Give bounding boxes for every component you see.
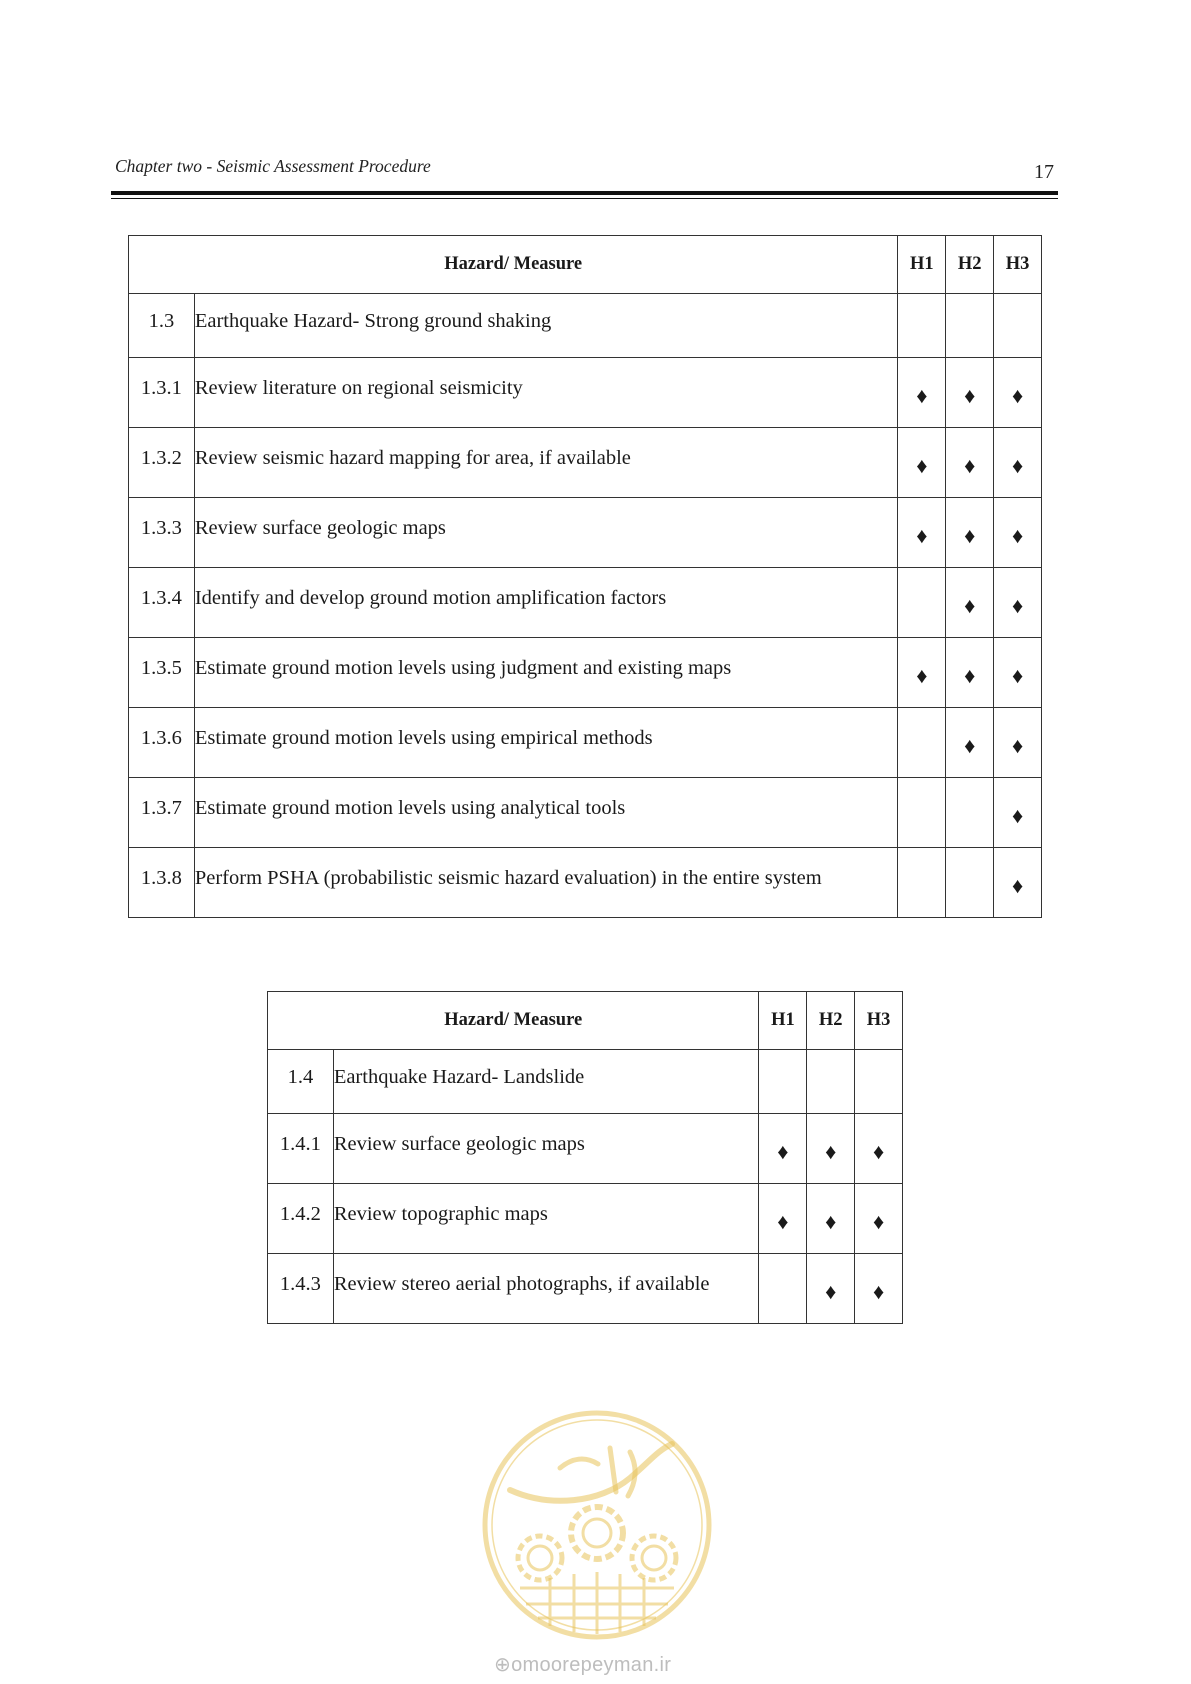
diamond-marker-icon: ♦ [916, 382, 928, 408]
row-number: 1.3.3 [129, 498, 195, 568]
diamond-marker-icon: ♦ [777, 1138, 789, 1164]
column-header-h1: H1 [898, 236, 946, 294]
diamond-marker-icon: ♦ [916, 522, 928, 548]
row-number: 1.4.1 [268, 1114, 334, 1184]
row-description: Review surface geologic maps [194, 498, 898, 568]
h2-cell [946, 294, 994, 358]
diamond-marker-icon: ♦ [872, 1208, 885, 1234]
column-header-h2: H2 [807, 992, 855, 1050]
h3-cell [994, 358, 1042, 428]
row-number: 1.3.7 [129, 778, 195, 848]
table-row [268, 1114, 903, 1184]
row-number: 1.4.3 [268, 1254, 334, 1324]
h3-cell [855, 1050, 903, 1114]
hazard-measure-table-strong-ground-shaking [128, 235, 1042, 918]
watermark-website [494, 1652, 671, 1677]
h1-cell [759, 1184, 807, 1254]
row-number: 1.3.6 [129, 708, 195, 778]
table-row [129, 778, 1042, 848]
h2-cell [946, 568, 994, 638]
h3-cell [855, 1254, 903, 1324]
row-description: Estimate ground motion levels using analytical tools [194, 778, 898, 848]
h1-cell [898, 428, 946, 498]
table-row [129, 848, 1042, 918]
h1-cell [898, 568, 946, 638]
h2-cell [946, 638, 994, 708]
diamond-marker-icon: ♦ [1011, 732, 1024, 758]
row-description: Review surface geologic maps [333, 1114, 759, 1184]
h1-cell [898, 498, 946, 568]
h2-cell [807, 1114, 855, 1184]
page-number: 17 [1034, 161, 1054, 183]
h2-cell [946, 708, 994, 778]
row-description: Estimate ground motion levels using empirical methods [194, 708, 898, 778]
diamond-marker-icon: ♦ [964, 662, 976, 688]
column-header-h1: H1 [759, 992, 807, 1050]
diamond-marker-icon: ♦ [964, 732, 976, 758]
table-header-row [268, 992, 903, 1050]
table-row [129, 568, 1042, 638]
column-header-h2: H2 [946, 236, 994, 294]
h1-cell [759, 1050, 807, 1114]
row-description: Earthquake Hazard- Landslide [333, 1050, 759, 1114]
row-description: Review topographic maps [333, 1184, 759, 1254]
row-description: Review stereo aerial photographs, if available [333, 1254, 759, 1324]
table-row [268, 1184, 903, 1254]
row-description: Identify and develop ground motion amplification factors [194, 568, 898, 638]
column-header-h3: H3 [855, 992, 903, 1050]
h2-cell [807, 1050, 855, 1114]
row-number: 1.3.8 [129, 848, 195, 918]
header-rule-thick [111, 191, 1058, 195]
column-header-h3: H3 [994, 236, 1042, 294]
h1-cell [898, 358, 946, 428]
diamond-marker-icon: ♦ [916, 452, 928, 478]
diamond-marker-icon: ♦ [1011, 592, 1024, 618]
diamond-marker-icon: ♦ [872, 1278, 885, 1304]
h3-cell [994, 848, 1042, 918]
h2-cell [946, 778, 994, 848]
table-row [129, 498, 1042, 568]
diamond-marker-icon: ♦ [1011, 452, 1024, 478]
h1-cell [898, 294, 946, 358]
header-rule-thin [111, 198, 1058, 199]
watermark-website-text: omoorepeyman.ir [511, 1654, 672, 1676]
diamond-marker-icon: ♦ [825, 1208, 837, 1234]
diamond-marker-icon: ♦ [964, 452, 976, 478]
h2-cell [946, 358, 994, 428]
table-row [129, 358, 1042, 428]
row-description: Estimate ground motion levels using judgment and existing maps [194, 638, 898, 708]
h1-cell [898, 778, 946, 848]
globe-icon: ⊕ [494, 1654, 512, 1676]
diamond-marker-icon: ♦ [1011, 662, 1024, 688]
row-description: Review seismic hazard mapping for area, if available [194, 428, 898, 498]
diamond-marker-icon: ♦ [916, 662, 928, 688]
row-description: Review literature on regional seismicity [194, 358, 898, 428]
row-number: 1.3 [129, 294, 195, 358]
running-header-title: Chapter two - Seismic Assessment Procedure [115, 156, 431, 176]
h1-cell [898, 848, 946, 918]
column-header-hazard-measure: Hazard/ Measure [268, 992, 759, 1050]
column-header-hazard-measure: Hazard/ Measure [129, 236, 898, 294]
row-description: Earthquake Hazard- Strong ground shaking [194, 294, 898, 358]
diamond-marker-icon: ♦ [777, 1208, 789, 1234]
table-row [268, 1050, 903, 1114]
row-number: 1.3.2 [129, 428, 195, 498]
diamond-marker-icon: ♦ [825, 1138, 837, 1164]
row-number: 1.3.4 [129, 568, 195, 638]
h1-cell [898, 638, 946, 708]
h1-cell [898, 708, 946, 778]
h1-cell [759, 1114, 807, 1184]
hazard-measure-table-landslide [267, 991, 903, 1324]
diamond-marker-icon: ♦ [1011, 872, 1024, 898]
diamond-marker-icon: ♦ [825, 1278, 837, 1304]
row-number: 1.3.1 [129, 358, 195, 428]
row-number: 1.4 [268, 1050, 334, 1114]
table-row [129, 294, 1042, 358]
h1-cell [759, 1254, 807, 1324]
table-row [268, 1254, 903, 1324]
diamond-marker-icon: ♦ [964, 522, 976, 548]
h3-cell [855, 1114, 903, 1184]
h2-cell [807, 1184, 855, 1254]
h3-cell [994, 708, 1042, 778]
diamond-marker-icon: ♦ [1011, 522, 1024, 548]
h2-cell [946, 498, 994, 568]
table-row [129, 428, 1042, 498]
diamond-marker-icon: ♦ [1011, 802, 1024, 828]
diamond-marker-icon: ♦ [964, 592, 976, 618]
h3-cell [994, 638, 1042, 708]
h3-cell [994, 778, 1042, 848]
diamond-marker-icon: ♦ [872, 1138, 885, 1164]
diamond-marker-icon: ♦ [964, 382, 976, 408]
row-description: Perform PSHA (probabilistic seismic hazard evaluation) in the entire system [194, 848, 898, 918]
h3-cell [994, 568, 1042, 638]
diamond-marker-icon: ♦ [1011, 382, 1024, 408]
h3-cell [994, 294, 1042, 358]
h3-cell [994, 428, 1042, 498]
h2-cell [946, 428, 994, 498]
row-number: 1.3.5 [129, 638, 195, 708]
h3-cell [855, 1184, 903, 1254]
table-row [129, 708, 1042, 778]
table-row [129, 638, 1042, 708]
watermark-seal-logo [480, 1408, 714, 1642]
h2-cell [807, 1254, 855, 1324]
h2-cell [946, 848, 994, 918]
row-number: 1.4.2 [268, 1184, 334, 1254]
table-header-row [129, 236, 1042, 294]
h3-cell [994, 498, 1042, 568]
